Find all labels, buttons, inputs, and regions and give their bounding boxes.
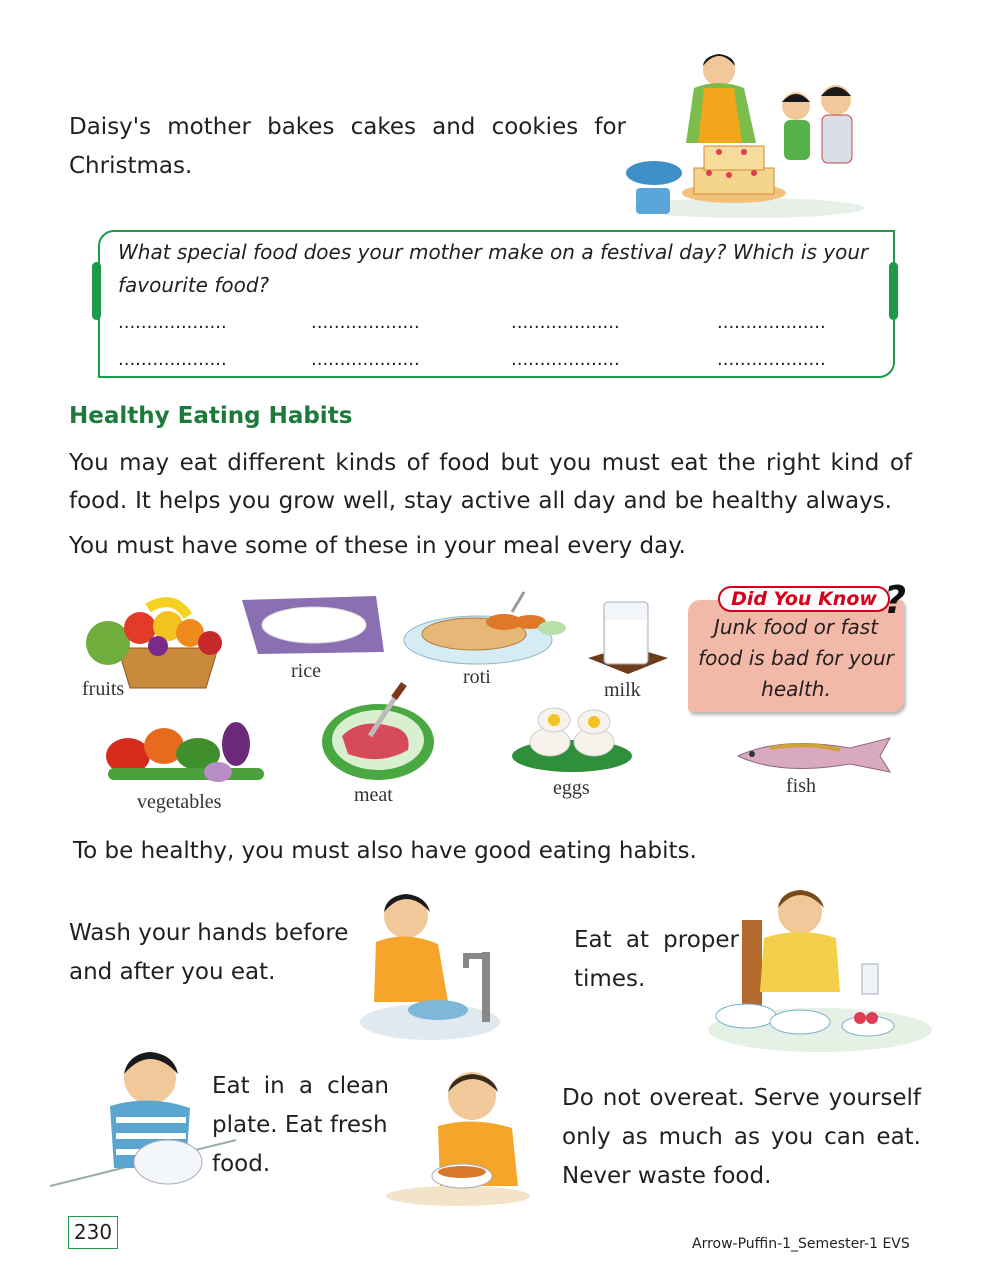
intro-line-1: Daisy's mother bakes cakes and cookies for: [69, 114, 626, 140]
boy-with-clean-plate-illustration: [50, 1036, 236, 1196]
roti-plate-image: [402, 582, 580, 668]
habit-wash-line-1: Wash your hands before: [69, 920, 349, 946]
answer-blank[interactable]: ...................: [118, 312, 227, 333]
para-line-3: You must have some of these in your meal every day.: [69, 533, 686, 559]
page-number: 230: [68, 1216, 118, 1249]
habit-clean-line-3: food.: [212, 1151, 271, 1177]
rice-plate-image: [238, 592, 386, 658]
habit-wash-line-2: and after you eat.: [69, 959, 276, 985]
habit-times-line-2: times.: [574, 966, 646, 992]
boy-eating-at-table-illustration: [700, 880, 934, 1056]
answer-blank[interactable]: ...................: [717, 349, 826, 370]
did-you-know-line-3: health.: [761, 677, 831, 701]
food-label-fish: fish: [786, 775, 816, 797]
meat-plate-image: [320, 678, 438, 784]
habit-overeat-line-1: Do not overeat. Serve yourself: [562, 1085, 921, 1111]
question-line-1: What special food does your mother make on a festival day? Which is your: [118, 240, 869, 264]
question-line-2: favourite food?: [118, 273, 270, 297]
intro-line-2: Christmas.: [69, 153, 193, 179]
did-you-know-line-2: food is bad for your: [698, 646, 894, 670]
answer-blank[interactable]: ...................: [511, 312, 620, 333]
food-label-eggs: eggs: [553, 777, 590, 799]
question-box-right-bar: [889, 262, 898, 320]
answer-blank[interactable]: ...................: [511, 349, 620, 370]
food-label-rice: rice: [291, 660, 321, 682]
vegetables-image: [98, 706, 274, 790]
eggs-plate-image: [510, 702, 636, 774]
para-line-2: food. It helps you grow well, stay active all day and be healthy always.: [69, 488, 892, 514]
section-heading: Healthy Eating Habits: [69, 403, 353, 429]
answer-blank[interactable]: ...................: [311, 349, 420, 370]
habit-times-line-1: Eat at proper: [574, 927, 739, 953]
did-you-know-tag: Did You Know: [718, 586, 890, 612]
para-line-1: You may eat different kinds of food but you must eat the right kind of: [69, 450, 912, 476]
did-you-know-line-1: Junk food or fast: [713, 615, 879, 639]
answer-blank[interactable]: ...................: [118, 349, 227, 370]
milk-glass-image: [584, 598, 670, 678]
habit-clean-line-2: plate. Eat fresh: [212, 1112, 388, 1138]
boy-washing-hands-illustration: [356, 882, 502, 1044]
food-label-fruits: fruits: [82, 678, 125, 700]
habit-overeat-line-3: Never waste food.: [562, 1163, 772, 1189]
boy-eating-soup-illustration: [382, 1062, 534, 1208]
answer-blank[interactable]: ...................: [311, 312, 420, 333]
habits-intro: To be healthy, you must also have good eating habits.: [73, 838, 697, 864]
question-mark-icon: ?: [884, 578, 907, 622]
food-label-roti: roti: [463, 666, 491, 688]
food-label-meat: meat: [354, 784, 393, 806]
habit-clean-line-1: Eat in a clean: [212, 1073, 389, 1099]
mother-baking-cake-illustration: [624, 48, 874, 220]
did-you-know-text: [690, 612, 902, 705]
food-label-milk: milk: [604, 679, 641, 701]
food-label-vegetables: vegetables: [137, 791, 222, 813]
habit-overeat-line-2: only as much as you can eat.: [562, 1124, 921, 1150]
footer-book-title: Arrow-Puffin-1_Semester-1 EVS: [692, 1236, 910, 1252]
fish-image: [730, 734, 892, 776]
answer-blank[interactable]: ...................: [717, 312, 826, 333]
question-box-left-bar: [92, 262, 101, 320]
